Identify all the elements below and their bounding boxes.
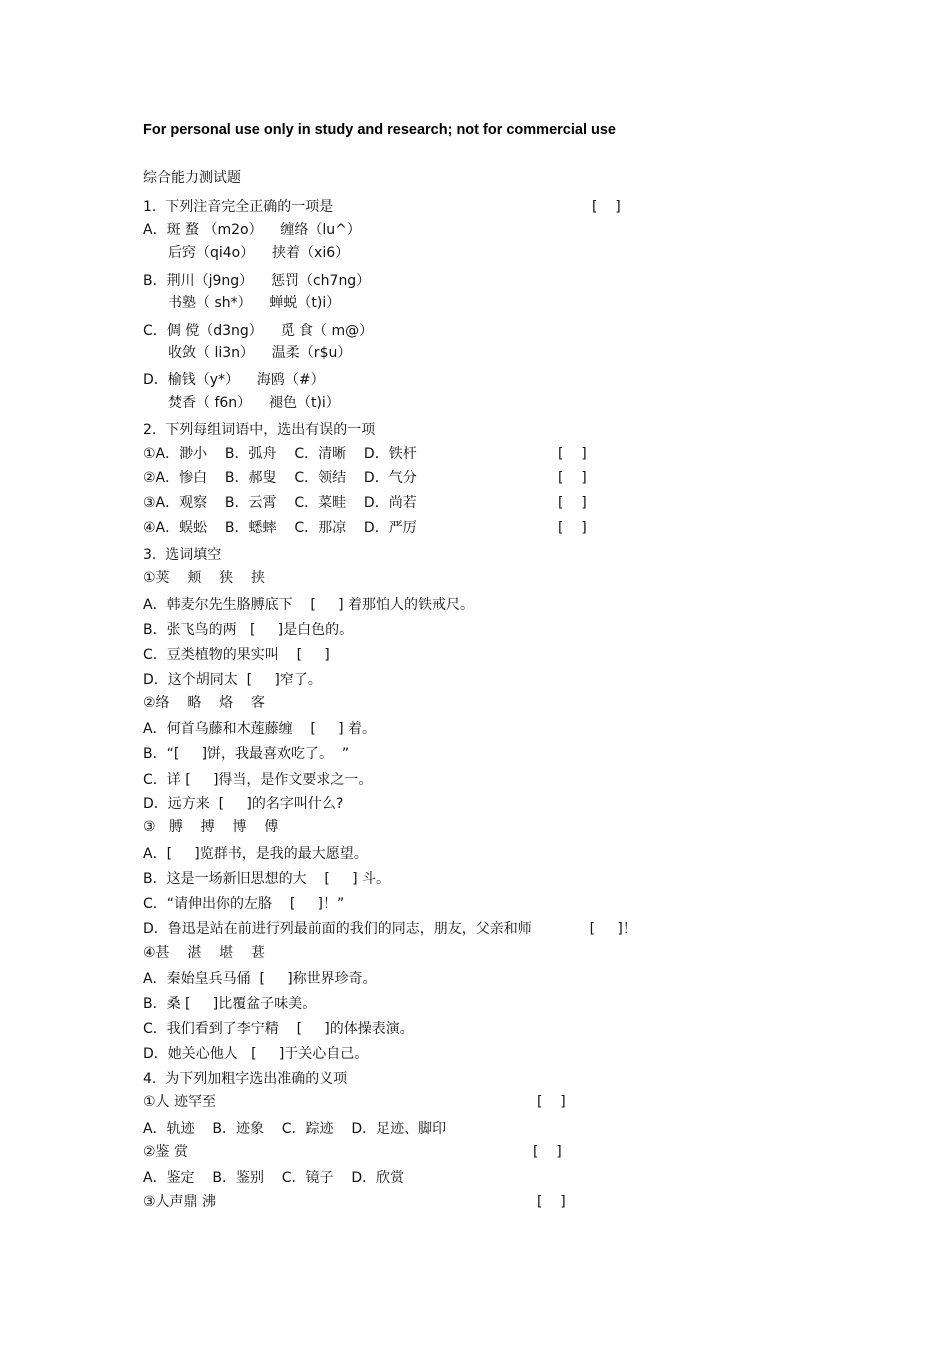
- answer-bracket: [ ]: [533, 1144, 562, 1160]
- q3-group-3-a: A．[ ]览群书，是我的最大愿望。: [143, 846, 368, 862]
- q1-option-a-cont: 后窍（qi4o） 挟着（xi6）: [168, 245, 350, 261]
- q3-group-4-a: A．秦始皇兵马俑 [ ]称世界珍奇。: [143, 971, 377, 987]
- q3-group-3-c: C．“请伸出你的左胳 [ ]！”: [143, 896, 345, 912]
- q1-option-d-cont: 焚香（ f6n） 褪色（t)i）: [168, 395, 340, 411]
- q3-group-1-b: B．张飞鸟的两 [ ]是白色的。: [143, 622, 354, 638]
- q3-group-1-d: D．这个胡同太 [ ]窄了。: [143, 672, 322, 688]
- q3-group-2-c: C．详 [ ]得当，是作文要求之一。: [143, 772, 373, 788]
- q4-item-1-options: A．轨迹 B．迹象 C．踪迹 D．足迹、脚印: [143, 1121, 447, 1137]
- q1-option-c: C．倜 傥（d3ng） 觅 食（ m@）: [143, 323, 374, 339]
- q2-row-4: ④A．蜈蚣 B．蟋蟀 C．那凉 D．严厉: [143, 520, 417, 536]
- q1-option-a: A．斑 蝥 （m2o） 缠络（lu^）: [143, 222, 361, 238]
- answer-bracket: [ ]: [558, 520, 587, 536]
- q3-group-1-a: A．韩麦尔先生胳膊底下 [ ] 着那怕人的铁戒尺。: [143, 597, 475, 613]
- q3-group-2-d: D．远方来 [ ]的名字叫什么?: [143, 796, 344, 812]
- question-3-stem: 3. 选词填空: [143, 547, 222, 563]
- q1-option-b-cont: 书塾（ sh*） 蝉蜕（t)i）: [168, 295, 341, 311]
- q3-group-1-words: ①荚 颊 狭 挟: [143, 570, 265, 586]
- question-1-stem: 1. 下列注音完全正确的一项是: [143, 199, 334, 215]
- header-notice: For personal use only in study and research; not for commercial use: [143, 122, 616, 138]
- q4-item-2-options: A．鉴定 B．鉴别 C．镜子 D．欣赏: [143, 1170, 405, 1186]
- q2-row-3: ③A．观察 B．云霄 C．菜畦 D．尚若: [143, 495, 417, 511]
- q3-group-4-c: C．我们看到了李宁精 [ ]的体操表演。: [143, 1021, 414, 1037]
- q3-group-4-d: D．她关心他人 [ ]于关心自己。: [143, 1046, 369, 1062]
- answer-bracket: [ ]: [592, 199, 621, 215]
- q1-option-b: B．荆川（j9ng） 惩罚（ch7ng）: [143, 273, 371, 289]
- question-4-stem: 4. 为下列加粗字选出准确的义项: [143, 1071, 348, 1087]
- q4-item-2: ②鉴 赏: [143, 1144, 189, 1160]
- answer-bracket: [ ]: [558, 446, 587, 462]
- q2-row-2: ②A．惨白 B．郝叟 C．领结 D．气分: [143, 470, 417, 486]
- q1-option-d: D．榆钱（y*） 海鸥（#）: [143, 372, 325, 388]
- q3-group-4-b: B．桑 [ ]比覆盆子味美。: [143, 996, 317, 1012]
- answer-bracket: [ ]: [537, 1094, 566, 1110]
- q2-row-1: ①A．渺小 B．弧舟 C．清晰 D．铁杆: [143, 446, 417, 462]
- q4-item-3: ③人声鼎 沸: [143, 1194, 217, 1210]
- document-title: 综合能力测试题: [143, 170, 241, 186]
- answer-bracket: [ ]: [558, 495, 587, 511]
- q3-group-2-b: B．“[ ]饼，我最喜欢吃了。 ”: [143, 746, 350, 762]
- q3-group-4-words: ④甚 湛 堪 葚: [143, 945, 265, 961]
- q3-group-2-words: ②络 略 烙 客: [143, 695, 265, 711]
- q3-group-3-d: D．鲁迅是站在前进行列最前面的我们的同志，朋友，父亲和师 [ ]！: [143, 921, 637, 937]
- q1-option-c-cont: 收敛（ li3n） 温柔（r$u）: [168, 345, 352, 361]
- q4-item-1: ①人 迹罕至: [143, 1094, 217, 1110]
- q3-group-3-words: ③ 膊 搏 博 傅: [143, 819, 279, 835]
- question-2-stem: 2. 下列每组词语中，选出有误的一项: [143, 422, 376, 438]
- answer-bracket: [ ]: [537, 1194, 566, 1210]
- answer-bracket: [ ]: [558, 470, 587, 486]
- q3-group-1-c: C．豆类植物的果实叫 [ ]: [143, 647, 330, 663]
- q3-group-2-a: A．何首乌藤和木莲藤缠 [ ] 着。: [143, 721, 377, 737]
- q3-group-3-b: B．这是一场新旧思想的大 [ ] 斗。: [143, 871, 391, 887]
